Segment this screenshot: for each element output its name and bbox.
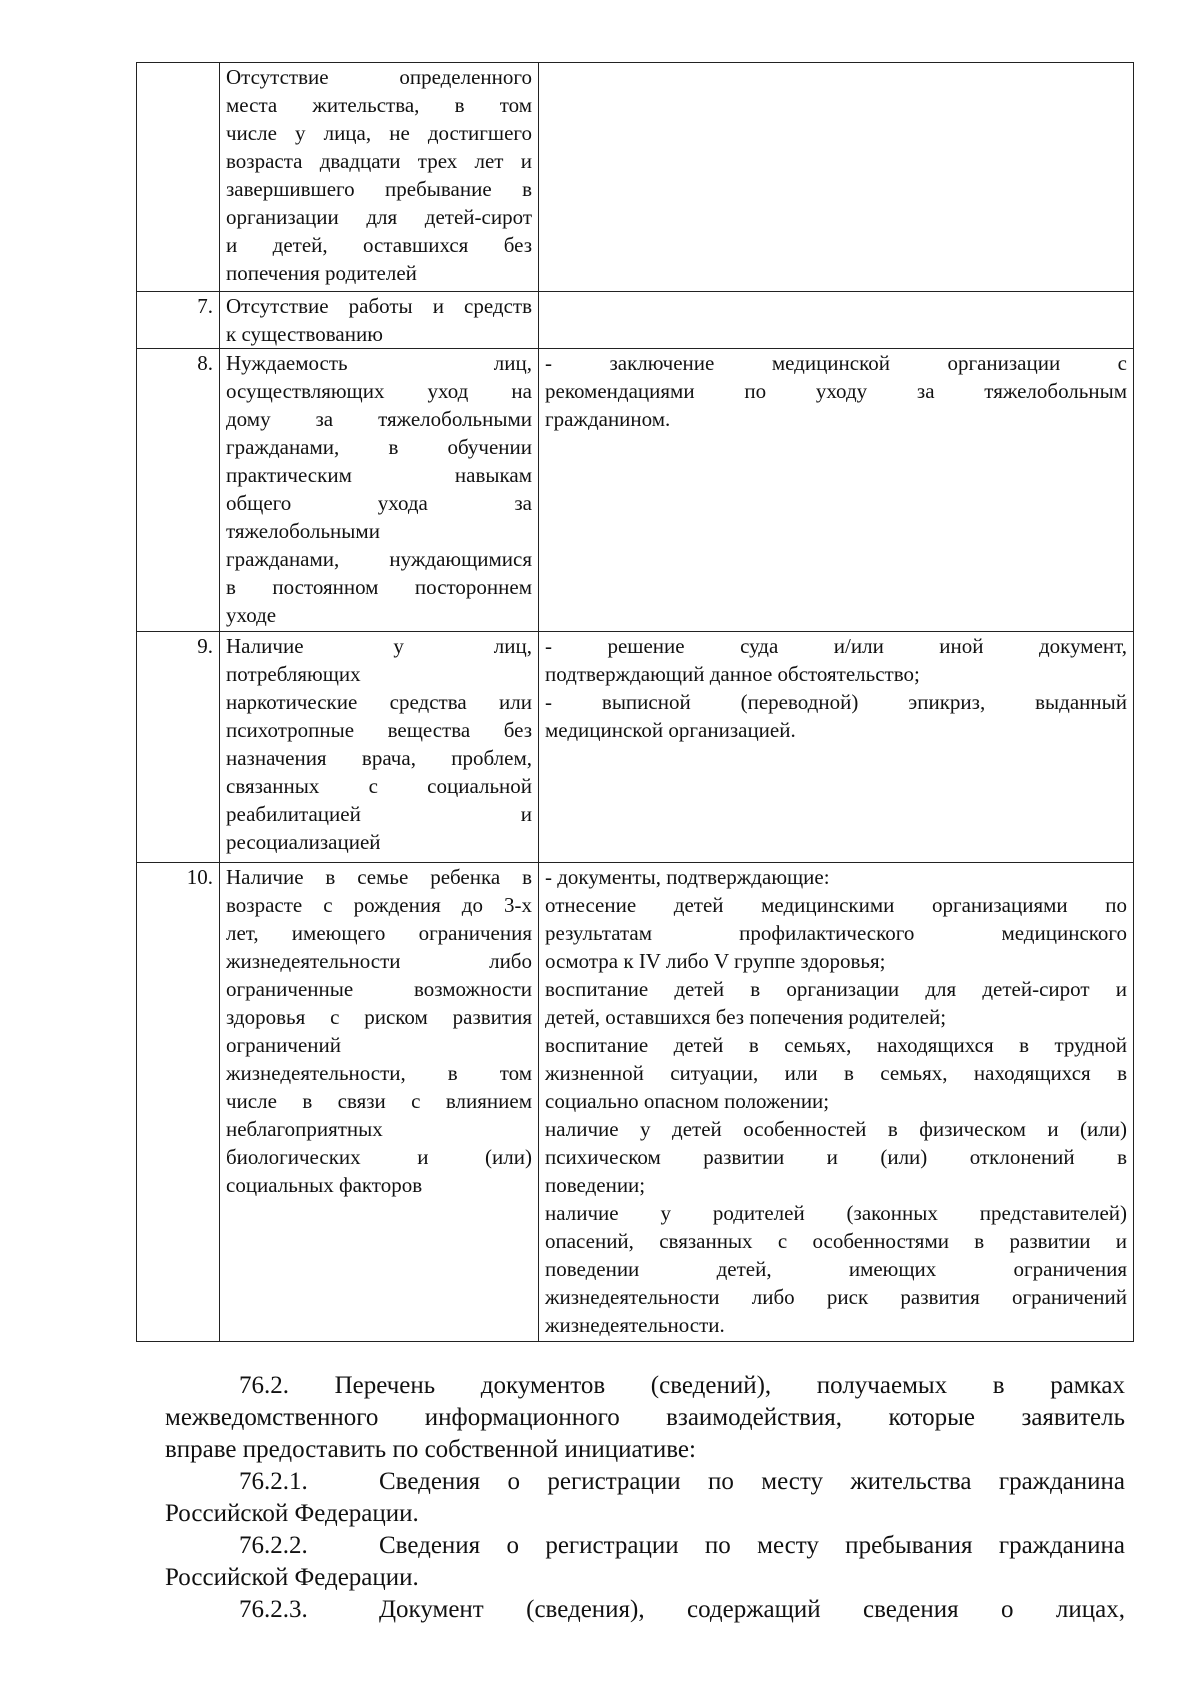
- criterion-line: связанных с социальной: [226, 774, 532, 798]
- criterion-cell: [220, 863, 539, 1342]
- criterion-cell: [220, 63, 539, 292]
- document-line: наличие у родителей (законных представителей): [545, 1201, 1127, 1225]
- criterion-cell: [220, 292, 539, 349]
- item-number: 76.2.2.: [239, 1532, 308, 1559]
- criterion-line: дому за тяжелобольными: [226, 407, 532, 431]
- document-line: медицинской организацией.: [545, 718, 796, 742]
- criterion-line: Отсутствие работы и средств: [226, 294, 532, 318]
- document-line: гражданином.: [545, 407, 671, 431]
- item-number: 76.2.3.: [239, 1596, 308, 1623]
- row-number: 9.: [137, 632, 220, 863]
- document-line: детей, оставшихся без попечения родителей;: [545, 1005, 947, 1029]
- criterion-line: назначения врача, проблем,: [226, 746, 532, 770]
- document-line: поведении детей, имеющих ограничения: [545, 1257, 1127, 1281]
- criterion-line: к существованию: [226, 322, 383, 346]
- document-line: осмотра к IV либо V группе здоровья;: [545, 949, 886, 973]
- criterion-line: попечения родителей: [226, 261, 417, 285]
- table-row: [137, 349, 1134, 632]
- documents-cell: [539, 863, 1134, 1342]
- table-row: [137, 63, 1134, 292]
- document-line: подтверждающий данное обстоятельство;: [545, 662, 920, 686]
- criterion-line: завершившего пребывание в: [226, 177, 532, 201]
- documents-cell: [539, 349, 1134, 632]
- document-line: опасений, связанных с особенностями в развитии и: [545, 1229, 1127, 1253]
- criterion-line: ограничений: [226, 1033, 342, 1057]
- item-line: Российской Федерации.: [165, 1564, 419, 1591]
- item-76-2-2: [165, 1530, 1125, 1594]
- row-number: 7.: [137, 292, 220, 349]
- item-76-2-3: [165, 1594, 1125, 1626]
- row-number: 8.: [137, 349, 220, 632]
- documents-cell: [539, 632, 1134, 863]
- item-text: Сведения о регистрации по месту пребывания гражданина: [379, 1532, 1125, 1559]
- document-line: социально опасном положении;: [545, 1089, 830, 1113]
- criterion-line: ресоциализацией: [226, 830, 381, 854]
- criterion-line: реабилитацией и: [226, 802, 532, 826]
- document-line: воспитание детей в семьях, находящихся в трудной: [545, 1033, 1127, 1057]
- paragraph-line: 76.2. Перечень документов (сведений), получаемых в рамках: [239, 1372, 1125, 1399]
- document-line: - документы, подтверждающие:: [545, 865, 830, 889]
- criterion-line: организации для детей-сирот: [226, 205, 532, 229]
- criterion-line: места жительства, в том: [226, 93, 532, 117]
- criterion-line: в постоянном постороннем: [226, 575, 532, 599]
- criterion-line: общего ухода за: [226, 491, 532, 515]
- criterion-line: наркотические средства или: [226, 690, 532, 714]
- criterion-line: жизнедеятельности, в том: [226, 1061, 532, 1085]
- row-number: [137, 63, 220, 292]
- criterion-line: Нуждаемость лиц,: [226, 351, 532, 375]
- item-line: Российской Федерации.: [165, 1500, 419, 1527]
- document-line: результатам профилактического медицинского: [545, 921, 1127, 945]
- criterion-line: Отсутствие определенного: [226, 65, 532, 89]
- item-line: [165, 1594, 1125, 1626]
- documents-cell: [539, 292, 1134, 349]
- item-76-2-1: [165, 1466, 1125, 1530]
- criteria-table: [136, 62, 1134, 1342]
- criterion-line: тяжелобольными: [226, 519, 380, 543]
- criterion-line: осуществляющих уход на: [226, 379, 532, 403]
- criterion-line: возраста двадцати трех лет и: [226, 149, 532, 173]
- item-text: Сведения о регистрации по месту жительства гражданина: [379, 1468, 1125, 1495]
- documents-cell: [539, 63, 1134, 292]
- document-line: поведении;: [545, 1173, 646, 1197]
- item-line: [165, 1530, 1125, 1562]
- document-line: - выписной (переводной) эпикриз, выданный: [545, 690, 1127, 714]
- row-number: 10.: [137, 863, 220, 1342]
- document-line: жизнедеятельности либо риск развития ограничений: [545, 1285, 1127, 1309]
- criterion-line: биологических и (или): [226, 1145, 532, 1169]
- criterion-line: неблагоприятных: [226, 1117, 383, 1141]
- criterion-line: потребляющих: [226, 662, 361, 686]
- document-line: наличие у детей особенностей в физическом и (или): [545, 1117, 1127, 1141]
- criterion-line: лет, имеющего ограничения: [226, 921, 532, 945]
- criterion-line: числе в связи с влиянием: [226, 1089, 532, 1113]
- section-76-2: [165, 1370, 1125, 1626]
- criterion-line: социальных факторов: [226, 1173, 423, 1197]
- document-line: рекомендациями по уходу за тяжелобольным: [545, 379, 1127, 403]
- document-line: отнесение детей медицинскими организациями по: [545, 893, 1127, 917]
- criterion-line: психотропные вещества без: [226, 718, 532, 742]
- criterion-line: уходе: [226, 603, 277, 627]
- criterion-cell: [220, 632, 539, 863]
- table-row: [137, 863, 1134, 1342]
- document-line: жизнедеятельности.: [545, 1313, 725, 1337]
- criterion-line: гражданами, в обучении: [226, 435, 532, 459]
- item-text: Документ (сведения), содержащий сведения о лицах,: [379, 1596, 1125, 1623]
- paragraph-line: межведомственного информационного взаимодействия, которые заявитель: [165, 1404, 1125, 1431]
- criterion-line: практическим навыкам: [226, 463, 532, 487]
- criterion-line: возрасте с рождения до 3-х: [226, 893, 532, 917]
- table-row: [137, 292, 1134, 349]
- criterion-line: Наличие у лиц,: [226, 634, 532, 658]
- criterion-line: Наличие в семье ребенка в: [226, 865, 532, 889]
- criterion-cell: [220, 349, 539, 632]
- table-row: [137, 632, 1134, 863]
- criterion-line: жизнедеятельности либо: [226, 949, 532, 973]
- criterion-line: числе у лица, не достигшего: [226, 121, 532, 145]
- paragraph-line: вправе предоставить по собственной инициативе:: [165, 1436, 696, 1463]
- document-line: психическом развитии и (или) отклонений в: [545, 1145, 1127, 1169]
- document-line: - решение суда и/или иной документ,: [545, 634, 1127, 658]
- criterion-line: и детей, оставшихся без: [226, 233, 532, 257]
- paragraph-76-2: [165, 1370, 1125, 1466]
- criterion-line: здоровья с риском развития: [226, 1005, 532, 1029]
- criterion-line: ограниченные возможности: [226, 977, 532, 1001]
- item-line: [165, 1466, 1125, 1498]
- criterion-line: гражданами, нуждающимися: [226, 547, 532, 571]
- item-number: 76.2.1.: [239, 1468, 308, 1495]
- document-line: воспитание детей в организации для детей-сирот и: [545, 977, 1127, 1001]
- document-line: - заключение медицинской организации с: [545, 351, 1127, 375]
- document-line: жизненной ситуации, или в семьях, находящихся в: [545, 1061, 1127, 1085]
